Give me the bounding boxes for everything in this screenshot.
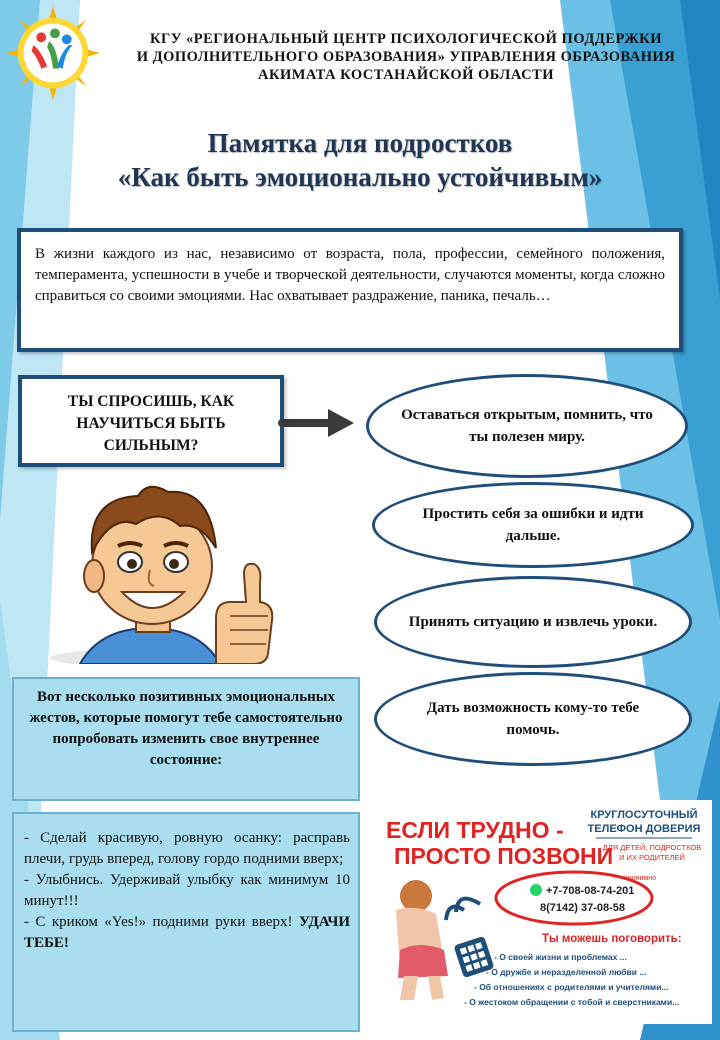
hotline-card: [374, 800, 712, 1024]
answer-oval-2: [372, 482, 694, 568]
hotline-can-talk: Ты можешь поговорить:: [542, 933, 682, 945]
question-box: ТЫ СПРОСИШЬ, КАК НАУЧИТЬСЯ БЫТЬ СИЛЬНЫМ?: [18, 375, 284, 467]
hotline-topic-1: - О своей жизни и проблемах ...: [494, 952, 627, 962]
tip-item-3: [24, 912, 350, 954]
hotline-phone-1: +7-708-08-74-201: [546, 885, 635, 897]
tips-closing: УДАЧИ ТЕБЕ!: [24, 914, 350, 951]
answer-4-text: Дать возможность кому-то тебе помочь.: [426, 700, 640, 738]
page-title: [40, 126, 680, 194]
answer-2-text: Простить себя за ошибки и идти дальше.: [422, 506, 644, 544]
hotline-phone-2: 8(7142) 37-08-58: [540, 902, 626, 914]
title-line-2: «Как быть эмоционально устойчивым»: [117, 162, 603, 192]
hotline-headline-2: ПРОСТО ПОЗВОНИ: [394, 843, 614, 869]
tip-item-2: - Улыбнись. Удерживай улыбку как минимум 10 минут!!!: [24, 872, 350, 909]
hotline-headline-1: ЕСЛИ ТРУДНО -: [386, 817, 564, 843]
hotline-audience-2: И ИХ РОДИТЕЛЕЙ: [619, 853, 685, 862]
hotline-graphic: [374, 800, 712, 1024]
hotline-service-2: ТЕЛЕФОН ДОВЕРИЯ: [587, 823, 701, 835]
answer-oval-3: [374, 576, 692, 668]
org-line-2: И ДОПОЛНИТЕЛЬНОГО ОБРАЗОВАНИЯ» УПРАВЛЕНИЯ ОБРАЗОВАНИЯ: [136, 49, 676, 65]
organization-name: [104, 30, 708, 84]
hotline-topic-2: - О дружбе и неразделенной любви ...: [486, 967, 647, 977]
tip-item-3-text: - С криком «Yes!» подними руки вверх!: [24, 914, 293, 930]
hotline-service-1: КРУГЛОСУТОЧНЫЙ: [590, 809, 698, 821]
tips-heading-box: Вот несколько позитивных эмоциональных жестов, которые помогут тебе самостоятельно попробовать изменить свое внутреннее состояние:: [12, 677, 360, 801]
answer-oval-1: [366, 374, 688, 478]
tip-item-1: - Сделай красивую, ровную осанку: расправь плечи, грудь вперед, голову гордо подними вверх;: [24, 830, 350, 867]
thumbs-up-boy-illustration: [40, 478, 280, 664]
answer-oval-4: [374, 672, 692, 766]
org-line-3: АКИМАТА КОСТАНАЙСКОЙ ОБЛАСТИ: [257, 67, 554, 83]
org-line-1: КГУ «РЕГИОНАЛЬНЫЙ ЦЕНТР ПСИХОЛОГИЧЕСКОЙ ПОДДЕРЖКИ: [150, 31, 662, 47]
org-logo: [4, 4, 102, 102]
answer-3-text: Принять ситуацию и извлечь уроки.: [408, 614, 658, 630]
hotline-audience-1: ДЛЯ ДЕТЕЙ, ПОДРОСТКОВ: [602, 843, 702, 852]
answer-1-text: Оставаться открытым, помнить, что ты полезен миру.: [401, 407, 653, 445]
arrow-right-icon: [278, 405, 358, 441]
intro-box: В жизни каждого из нас, независимо от возраста, пола, профессии, семейного положения, темперамента, успешности в учебе и творческой деятельности, случаются моменты, когда сложно справиться со своими эмоциями. Нас охватывает раздражение, паника, печаль…: [17, 228, 683, 352]
hotline-topic-4: - О жестоком обращении с тобой и сверстниками...: [464, 997, 680, 1007]
whatsapp-icon: [530, 884, 542, 896]
title-line-1: Памятка для подростков: [207, 128, 513, 158]
hotline-anon: анонимно: [624, 875, 656, 882]
tips-list-box: [12, 812, 360, 1032]
hotline-topic-3: - Об отношениях с родителями и учителями...: [474, 982, 669, 992]
